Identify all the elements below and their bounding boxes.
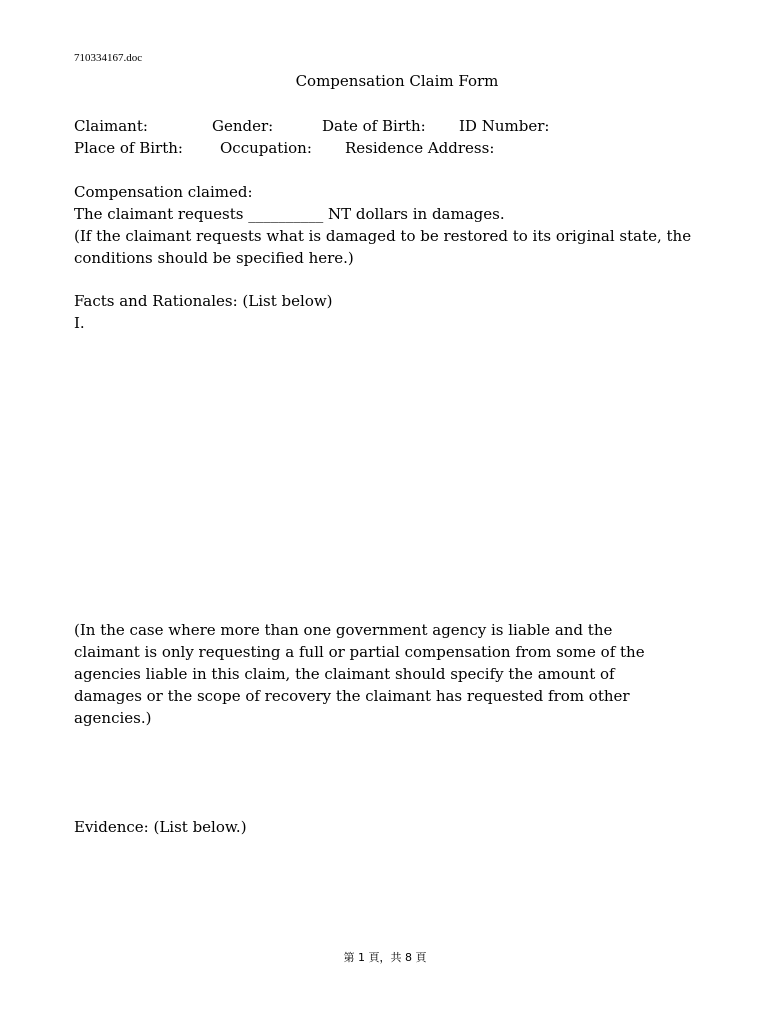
field-dob-label: Date of Birth:: [322, 117, 426, 135]
field-occupation-label: Occupation:: [220, 139, 312, 157]
compensation-heading: Compensation claimed:: [74, 183, 253, 201]
field-claimant-label: Claimant:: [74, 117, 148, 135]
facts-item-1: I.: [74, 314, 85, 332]
field-id-number-label: ID Number:: [459, 117, 550, 135]
field-residence-label: Residence Address:: [345, 139, 495, 157]
agency-note: (In the case where more than one government agency is liable and the claimant is only requesting a full or partial compensation from some of the agencies liable in this claim, the claimant should specify the amount of damages or the scope of recovery the claimant has requested from other agencies.): [74, 621, 645, 727]
page-title: Compensation Claim Form: [295, 72, 499, 90]
evidence-heading: Evidence: (List below.): [74, 818, 247, 836]
compensation-note: (If the claimant requests what is damaged to be restored to its original state, the conditions should be specified here.): [74, 227, 692, 267]
field-gender-label: Gender:: [212, 117, 274, 135]
page-footer: 第 1 頁，共 8 頁: [343, 951, 427, 964]
facts-heading: Facts and Rationales: (List below): [74, 292, 333, 310]
field-place-of-birth-label: Place of Birth:: [74, 139, 183, 157]
document-filename: 710334167.doc: [74, 52, 143, 64]
compensation-request-line: The claimant requests __________ NT dollars in damages.: [74, 205, 505, 223]
